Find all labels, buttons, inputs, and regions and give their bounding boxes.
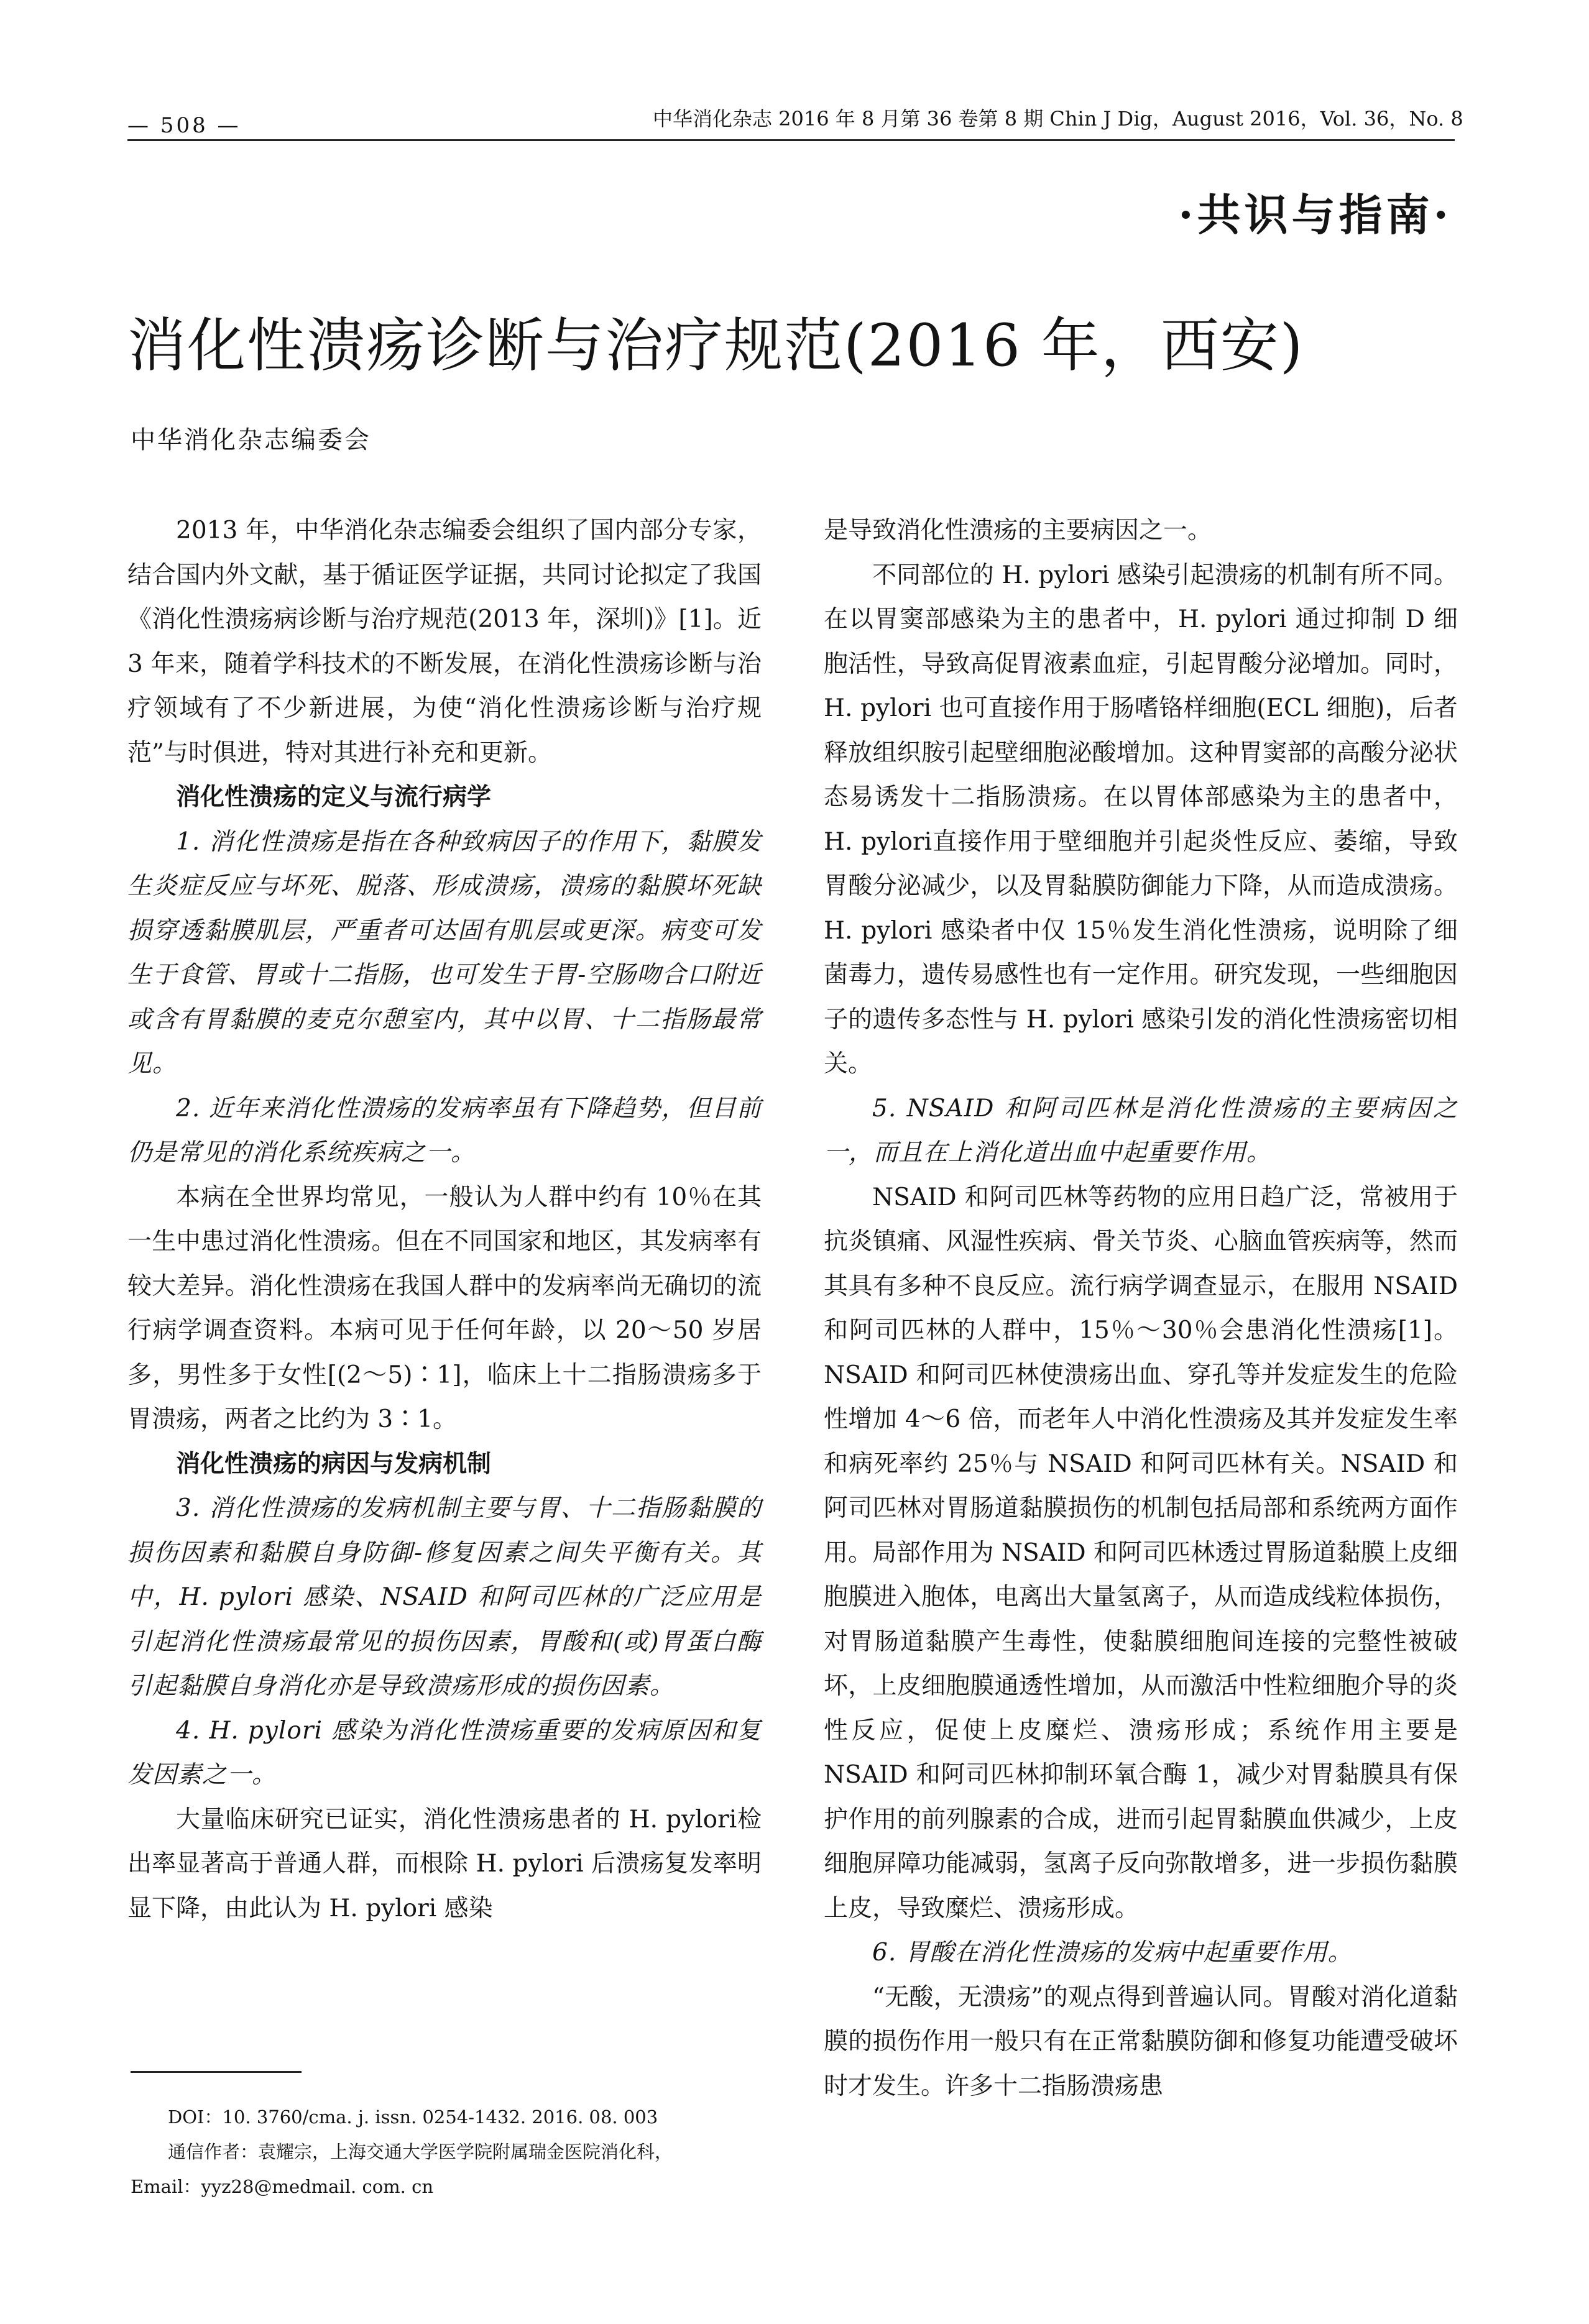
paragraph: 不同部位的 H. pylori 感染引起溃疡的机制有所不同。在以胃窦部感染为主的患者中，H. pylori 通过抑制 D 细胞活性，导致高促胃液素血症，引起胃酸分泌增加。同时，H. pylori 也可直接作用于肠嗜铬样细胞(ECL 细胞)，后者释放组织胺引起壁细胞泌酸增加。这种胃窦部的高酸分泌状态易诱发十二指肠溃疡。在以胃体部感染为主的患者中，H. pylori直接作用于壁细胞并引起炎性反应、萎缩，导致胃酸分泌减少，以及胃黏膜防御能力下降，从而造成溃疡。H. pylori 感染者中仅 15％发生消化性溃疡，说明除了细菌毒力，遗传易感性也有一定作用。研究发现，一些细胞因子的遗传多态性与 H. pylori 感染引发的消化性溃疡密切相关。: [824, 561, 1458, 1078]
paragraph: 是导致消化性溃疡的主要病因之一。: [824, 517, 1212, 544]
statement: 3. 消化性溃疡的发病机制主要与胃、十二指肠黏膜的损伤因素和黏膜自身防御-修复因素之间失平衡有关。其中，H. pylori 感染、NSAID 和阿司匹林的广泛应用是引起消化性溃疡最常见的损伤因素，胃酸和(或)胃蛋白酶引起黏膜自身消化亦是导致溃疡形成的损伤因素。: [127, 1494, 762, 1700]
page-number: — 508 —: [127, 113, 241, 138]
statement: 5. NSAID 和阿司匹林是消化性溃疡的主要病因之一，而且在上消化道出血中起重要作用。: [824, 1094, 1458, 1167]
section-heading: 消化性溃疡的病因与发病机制: [176, 1449, 492, 1478]
statement: 6. 胃酸在消化性溃疡的发病中起重要作用。: [872, 1939, 1353, 1967]
journal-header: 中华消化杂志 2016 年 8 月第 36 卷第 8 期 Chin J Dig，August 2016，Vol. 36，No. 8: [653, 107, 1463, 131]
paragraph: 本病在全世界均常见，一般认为人群中约有 10％在其一生中患过消化性溃疡。但在不同国家和地区，其发病率有较大差异。消化性溃疡在我国人群中的发病率尚无确切的流行病学调查资料。本病可见于任何年龄，以 20～50 岁居多，男性多于女性[(2～5)∶1]，临床上十二指肠溃疡多于胃溃疡，两者之比约为 3∶1。: [127, 1183, 762, 1433]
header-rule: [127, 139, 1455, 141]
statement: 2. 近年来消化性溃疡的发病率虽有下降趋势，但目前仍是常见的消化系统疾病之一。: [127, 1094, 762, 1167]
paragraph: “无酸，无溃疡”的观点得到普遍认同。胃酸对消化道黏膜的损伤作用一般只有在正常黏膜防御和修复功能遭受破坏时才发生。许多十二指肠溃疡患: [824, 1983, 1458, 2100]
statement: 1. 消化性溃疡是指在各种致病因子的作用下，黏膜发生炎症反应与坏死、脱落、形成溃疡，溃疡的黏膜坏死缺损穿透黏膜肌层，严重者可达固有肌层或更深。病变可发生于食管、胃或十二指肠，也可发生于胃-空肠吻合口附近或含有胃黏膜的麦克尔憩室内，其中以胃、十二指肠最常见。: [127, 827, 762, 1078]
footnotes: [131, 2100, 765, 2204]
footnote-rule: [131, 2071, 302, 2073]
right-column: [824, 508, 1458, 2108]
paragraph: 大量临床研究已证实，消化性溃疡患者的 H. pylori检出率显著高于普通人群，而根除 H. pylori 后溃疡复发率明显下降，由此认为 H. pylori 感染: [127, 1805, 762, 1922]
left-column: [127, 508, 762, 1931]
section-heading: 消化性溃疡的定义与流行病学: [176, 783, 492, 811]
correspondence-line: 通信作者：袁耀宗，上海交通大学医学院附属瑞金医院消化科，: [168, 2141, 673, 2162]
statement: 4. H. pylori 感染为消化性溃疡重要的发病原因和复发因素之一。: [127, 1716, 762, 1789]
author-line: 中华消化杂志编委会: [131, 426, 371, 454]
paragraph: 2013 年，中华消化杂志编委会组织了国内部分专家，结合国内外文献，基于循证医学证据，共同讨论拟定了我国《消化性溃疡病诊断与治疗规范(2013 年，深圳)》[1]。近 3 年来，随着学科技术的不断发展，在消化性溃疡诊断与治疗领域有了不少新进展，为使“消化性溃疡诊断与治疗规范”与时俱进，特对其进行补充和更新。: [127, 517, 762, 767]
article-title: 消化性溃疡诊断与治疗规范(2016 年，西安): [127, 312, 1304, 380]
paragraph: NSAID 和阿司匹林等药物的应用日趋广泛，常被用于抗炎镇痛、风湿性疾病、骨关节炎、心脑血管疾病等，然而其具有多种不良反应。流行病学调查显示，在服用 NSAID 和阿司匹林的人群中，15％～30％会患消化性溃疡[1]。NSAID 和阿司匹林使溃疡出血、穿孔等并发症发生的危险性增加 4～6 倍，而老年人中消化性溃疡及其并发症发生率和病死率约 25％与 NSAID 和阿司匹林有关。NSAID 和阿司匹林对胃肠道黏膜损伤的机制包括局部和系统两方面作用。局部作用为 NSAID 和阿司匹林透过胃肠道黏膜上皮细胞膜进入胞体，电离出大量氢离子，从而造成线粒体损伤，对胃肠道黏膜产生毒性，使黏膜细胞间连接的完整性被破坏，上皮细胞膜通透性增加，从而激活中性粒细胞介导的炎性反应，促使上皮糜烂、溃疡形成；系统作用主要是 NSAID 和阿司匹林抑制环氧合酶 1，减少对胃黏膜具有保护作用的前列腺素的合成，进而引起胃黏膜血供减少，上皮细胞屏障功能减弱，氢离子反向弥散增多，进一步损伤黏膜上皮，导致糜烂、溃疡形成。: [824, 1183, 1458, 1922]
section-label: ·共识与指南·: [1178, 189, 1452, 241]
doi-line: DOI：10. 3760/cma. j. issn. 0254-1432. 2016. 08. 003: [168, 2106, 658, 2128]
email-line: Email：yyz28@medmail. com. cn: [131, 2176, 434, 2197]
